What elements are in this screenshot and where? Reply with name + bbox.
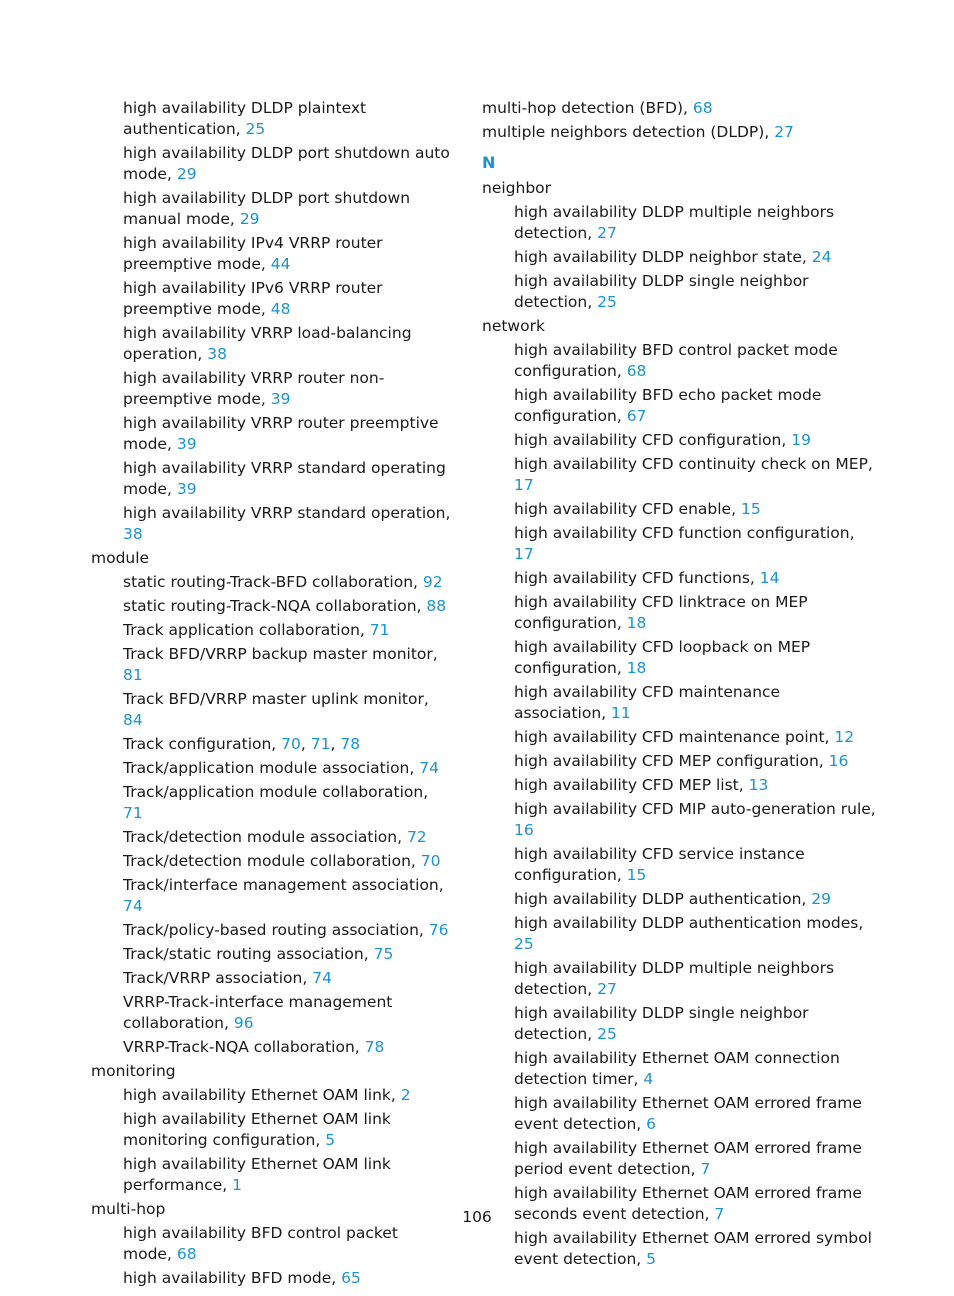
entry-text: high availability BFD echo packet mode configuration, [514, 386, 822, 425]
index-subentry [123, 188, 451, 230]
index-subentry [123, 1109, 451, 1151]
page-link[interactable]: 27 [597, 224, 617, 242]
entry-text: high availability VRRP standard operation, [123, 504, 451, 522]
index-subentry [123, 1154, 451, 1196]
entry-text: high availability CFD loopback on MEP configuration, [514, 638, 811, 677]
page-link[interactable]: 2 [400, 1086, 411, 1104]
index-subentry [123, 782, 451, 824]
page-link[interactable]: 88 [426, 597, 447, 615]
entry-text: Track configuration, [123, 735, 277, 753]
index-term [482, 178, 877, 199]
entry-text: high availability Ethernet OAM link monitoring configuration, [123, 1110, 391, 1149]
page-link[interactable]: 6 [646, 1115, 657, 1133]
page-link[interactable]: 16 [828, 752, 849, 770]
entry-text: module [91, 549, 150, 567]
index-subentry [514, 271, 877, 313]
page-link[interactable]: 25 [597, 1025, 617, 1043]
page-link[interactable]: 74 [123, 897, 143, 915]
page-link[interactable]: 67 [626, 407, 647, 425]
page-link[interactable]: 5 [325, 1131, 336, 1149]
entry-text: high availability CFD MEP configuration, [514, 752, 824, 770]
entry-text: Track/static routing association, [123, 945, 369, 963]
entry-text: Track application collaboration, [123, 621, 365, 639]
index-subentry [514, 499, 877, 520]
page-link[interactable]: 29 [176, 165, 197, 183]
index-term [482, 122, 877, 143]
entry-text: high availability Ethernet OAM link performance, [123, 1155, 391, 1194]
page-link[interactable]: 76 [428, 921, 449, 939]
index-subentry [123, 98, 451, 140]
entry-text: high availability IPv4 VRRP router preemptive mode, [123, 234, 383, 273]
index-subentry [123, 1037, 451, 1058]
page-link[interactable]: 25 [514, 935, 534, 953]
page-link[interactable]: 27 [597, 980, 617, 998]
index-subentry [514, 844, 877, 886]
page-link[interactable]: 39 [176, 435, 197, 453]
entry-text: neighbor [482, 179, 552, 197]
entry-text: Track BFD/VRRP backup master monitor, [123, 645, 438, 663]
page-link[interactable]: 5 [646, 1250, 657, 1268]
index-term [91, 548, 451, 569]
index-subentry [514, 682, 877, 724]
index-subentry [123, 572, 451, 593]
index-term [482, 98, 877, 119]
page-link[interactable]: 68 [626, 362, 647, 380]
entry-text: high availability CFD configuration, [514, 431, 787, 449]
index-subentry [514, 775, 877, 796]
page-link[interactable]: 48 [270, 300, 291, 318]
entry-text: high availability Ethernet OAM errored frame period event detection, [514, 1139, 862, 1178]
entry-text: Track/application module association, [123, 759, 415, 777]
entry-text: high availability VRRP standard operating mode, [123, 459, 446, 498]
page-link[interactable]: 13 [748, 776, 769, 794]
index-subentry [123, 278, 451, 320]
page-link[interactable]: 71 [123, 804, 143, 822]
entry-text: high availability Ethernet OAM link, [123, 1086, 396, 1104]
entry-text: high availability CFD service instance configuration, [514, 845, 805, 884]
page-link[interactable]: 70 [281, 735, 301, 753]
index-subentry [514, 247, 877, 268]
entry-text: high availability DLDP port shutdown auto mode, [123, 144, 450, 183]
entry-text: network [482, 317, 545, 335]
page-link[interactable]: 38 [123, 525, 143, 543]
page-link[interactable]: 29 [239, 210, 260, 228]
index-subentry [514, 1138, 877, 1180]
index-subentry [123, 503, 451, 545]
page-link[interactable]: 7 [700, 1160, 711, 1178]
entry-text: high availability BFD control packet mode configuration, [514, 341, 838, 380]
index-subentry [514, 523, 877, 565]
entry-text: high availability CFD MEP list, [514, 776, 744, 794]
page-link[interactable]: 68 [692, 99, 713, 117]
entry-text: Track/interface management association, [123, 876, 444, 894]
entry-text: high availability VRRP router preemptive mode, [123, 414, 439, 453]
entry-text: Track/policy-based routing association, [123, 921, 424, 939]
entry-text: high availability DLDP authentication, [514, 890, 807, 908]
entry-text: Track/detection module association, [123, 828, 402, 846]
entry-text: high availability Ethernet OAM errored frame seconds event detection, [514, 1184, 862, 1223]
entry-text: high availability DLDP single neighbor detection, [514, 1004, 809, 1043]
index-letter-heading [482, 152, 877, 174]
index-subentry [514, 637, 877, 679]
page-number: 106 [462, 1208, 492, 1226]
page-link[interactable]: 84 [123, 711, 143, 729]
page-link[interactable]: 1 [232, 1176, 243, 1194]
index-subentry [123, 143, 451, 185]
page-link[interactable]: 39 [176, 480, 197, 498]
entry-text: multiple neighbors detection (DLDP), [482, 123, 770, 141]
index-subentry [514, 202, 877, 244]
index-subentry [514, 958, 877, 1000]
index-subentry [123, 1085, 451, 1106]
entry-text: high availability BFD mode, [123, 1269, 337, 1287]
index-subentry [514, 385, 877, 427]
entry-text: high availability CFD maintenance point, [514, 728, 830, 746]
page-link[interactable]: 27 [774, 123, 794, 141]
entry-text: high availability CFD enable, [514, 500, 737, 518]
page-link[interactable]: 25 [597, 293, 617, 311]
entry-text: high availability IPv6 VRRP router preemptive mode, [123, 279, 383, 318]
page-link[interactable]: 74 [419, 759, 439, 777]
page-link[interactable]: 29 [811, 890, 831, 908]
page-link[interactable]: 38 [207, 345, 228, 363]
entry-text: high availability DLDP multiple neighbors detection, [514, 959, 835, 998]
index-subentry [123, 920, 451, 941]
page-link[interactable]: 71 [369, 621, 390, 639]
index-subentry [514, 1228, 877, 1270]
page-link[interactable]: 7 [714, 1205, 725, 1223]
entry-text: VRRP-Track-NQA collaboration, [123, 1038, 360, 1056]
entry-text: high availability VRRP router non-preemptive mode, [123, 369, 385, 408]
index-subentry [514, 568, 877, 589]
entry-text: Track/application module collaboration, [123, 783, 429, 801]
index-column-right [482, 98, 877, 1270]
entry-text: VRRP-Track-interface management collaboration, [123, 993, 393, 1032]
page-link[interactable]: 44 [270, 255, 291, 273]
entry-text: high availability DLDP port shutdown manual mode, [123, 189, 411, 228]
index-subentry [123, 323, 451, 365]
index-term [91, 1061, 451, 1082]
index-subentry [514, 1048, 877, 1090]
index-subentry [514, 1003, 877, 1045]
index-subentry [123, 368, 451, 410]
page-link[interactable]: 11 [611, 704, 631, 722]
entry-text: high availability VRRP load-balancing operation, [123, 324, 412, 363]
index-subentry: Track configuration, 70, 71, 78 [123, 735, 361, 753]
index-subentry [514, 913, 877, 955]
index-subentry [123, 992, 451, 1034]
entry-text: high availability CFD function configuration, [514, 524, 855, 542]
index-subentry [123, 944, 451, 965]
page-link[interactable]: 14 [759, 569, 780, 587]
page-link[interactable]: 15 [626, 866, 647, 884]
page-link[interactable]: 92 [422, 573, 443, 591]
index-subentry [123, 596, 451, 617]
entry-text: high availability DLDP multiple neighbors detection, [514, 203, 835, 242]
index-subentry [123, 758, 451, 779]
page-link[interactable]: 78 [340, 735, 361, 753]
index-subentry [514, 799, 877, 841]
page-link[interactable]: 78 [364, 1038, 385, 1056]
index-subentry [123, 644, 451, 686]
index-subentry [514, 430, 877, 451]
index-subentry [123, 413, 451, 455]
index-subentry [123, 233, 451, 275]
page-link[interactable]: 17 [514, 545, 534, 563]
index-subentry [514, 1093, 877, 1135]
page-link[interactable]: 70 [420, 852, 441, 870]
entry-text: high availability DLDP authentication modes, [514, 914, 864, 932]
page-link[interactable]: 15 [740, 500, 761, 518]
entry-text: monitoring [91, 1062, 176, 1080]
page-link[interactable]: 39 [270, 390, 291, 408]
entry-text: high availability CFD maintenance association, [514, 683, 781, 722]
entry-text: high availability CFD linktrace on MEP configuration, [514, 593, 808, 632]
page-link[interactable]: 74 [312, 969, 332, 987]
entry-text: high availability BFD control packet mode, [123, 1224, 398, 1263]
index-subentry [514, 751, 877, 772]
page-link[interactable]: 24 [811, 248, 832, 266]
entry-text: static routing-Track-BFD collaboration, [123, 573, 418, 591]
page-link[interactable]: 68 [176, 1245, 197, 1263]
index-subentry [123, 458, 451, 500]
index-subentry [514, 454, 877, 496]
index-term [482, 316, 877, 337]
index-subentry [123, 968, 451, 989]
index-subentry [123, 827, 451, 848]
index-subentry [123, 620, 451, 641]
entry-text: Track/VRRP association, [123, 969, 308, 987]
entry-text: N [482, 153, 496, 172]
page-link[interactable]: 4 [643, 1070, 654, 1088]
index-subentry [123, 1223, 451, 1265]
index-column-left [91, 98, 451, 1289]
entry-text: high availability Ethernet OAM connection detection timer, [514, 1049, 840, 1088]
entry-text: Track/detection module collaboration, [123, 852, 416, 870]
entry-text: multi-hop detection (BFD), [482, 99, 688, 117]
page-link[interactable]: 18 [626, 614, 647, 632]
entry-text: high availability CFD continuity check on MEP, [514, 455, 873, 473]
page-link[interactable]: 71 [310, 735, 331, 753]
page-link[interactable]: 18 [626, 659, 647, 677]
page-link[interactable]: 75 [373, 945, 394, 963]
index-subentry [514, 592, 877, 634]
entry-text: high availability Ethernet OAM errored frame event detection, [514, 1094, 862, 1133]
page-link[interactable]: 65 [341, 1269, 361, 1287]
entry-text: high availability Ethernet OAM errored symbol event detection, [514, 1229, 872, 1268]
index-subentry [514, 727, 877, 748]
entry-text: high availability DLDP plaintext authentication, [123, 99, 367, 138]
page-link[interactable]: 96 [233, 1014, 254, 1032]
entry-text: high availability DLDP neighbor state, [514, 248, 807, 266]
index-subentry [123, 689, 451, 731]
index-subentry [123, 851, 451, 872]
page-link[interactable]: 19 [791, 431, 811, 449]
page-link[interactable]: 12 [834, 728, 855, 746]
page-link[interactable]: 72 [406, 828, 427, 846]
entry-text: static routing-Track-NQA collaboration, [123, 597, 422, 615]
index-subentry [123, 1268, 451, 1289]
page-link[interactable]: 25 [245, 120, 266, 138]
index-subentry [514, 889, 877, 910]
page-link[interactable]: 81 [123, 666, 143, 684]
page-link[interactable]: 16 [514, 821, 534, 839]
entry-text: Track BFD/VRRP master uplink monitor, [123, 690, 429, 708]
page-link[interactable]: 17 [514, 476, 534, 494]
index-subentry [123, 875, 451, 917]
entry-text: high availability CFD functions, [514, 569, 755, 587]
entry-text: multi-hop [91, 1200, 166, 1218]
index-subentry [514, 340, 877, 382]
entry-text: high availability DLDP single neighbor detection, [514, 272, 809, 311]
entry-text: high availability CFD MIP auto-generation rule, [514, 800, 876, 818]
